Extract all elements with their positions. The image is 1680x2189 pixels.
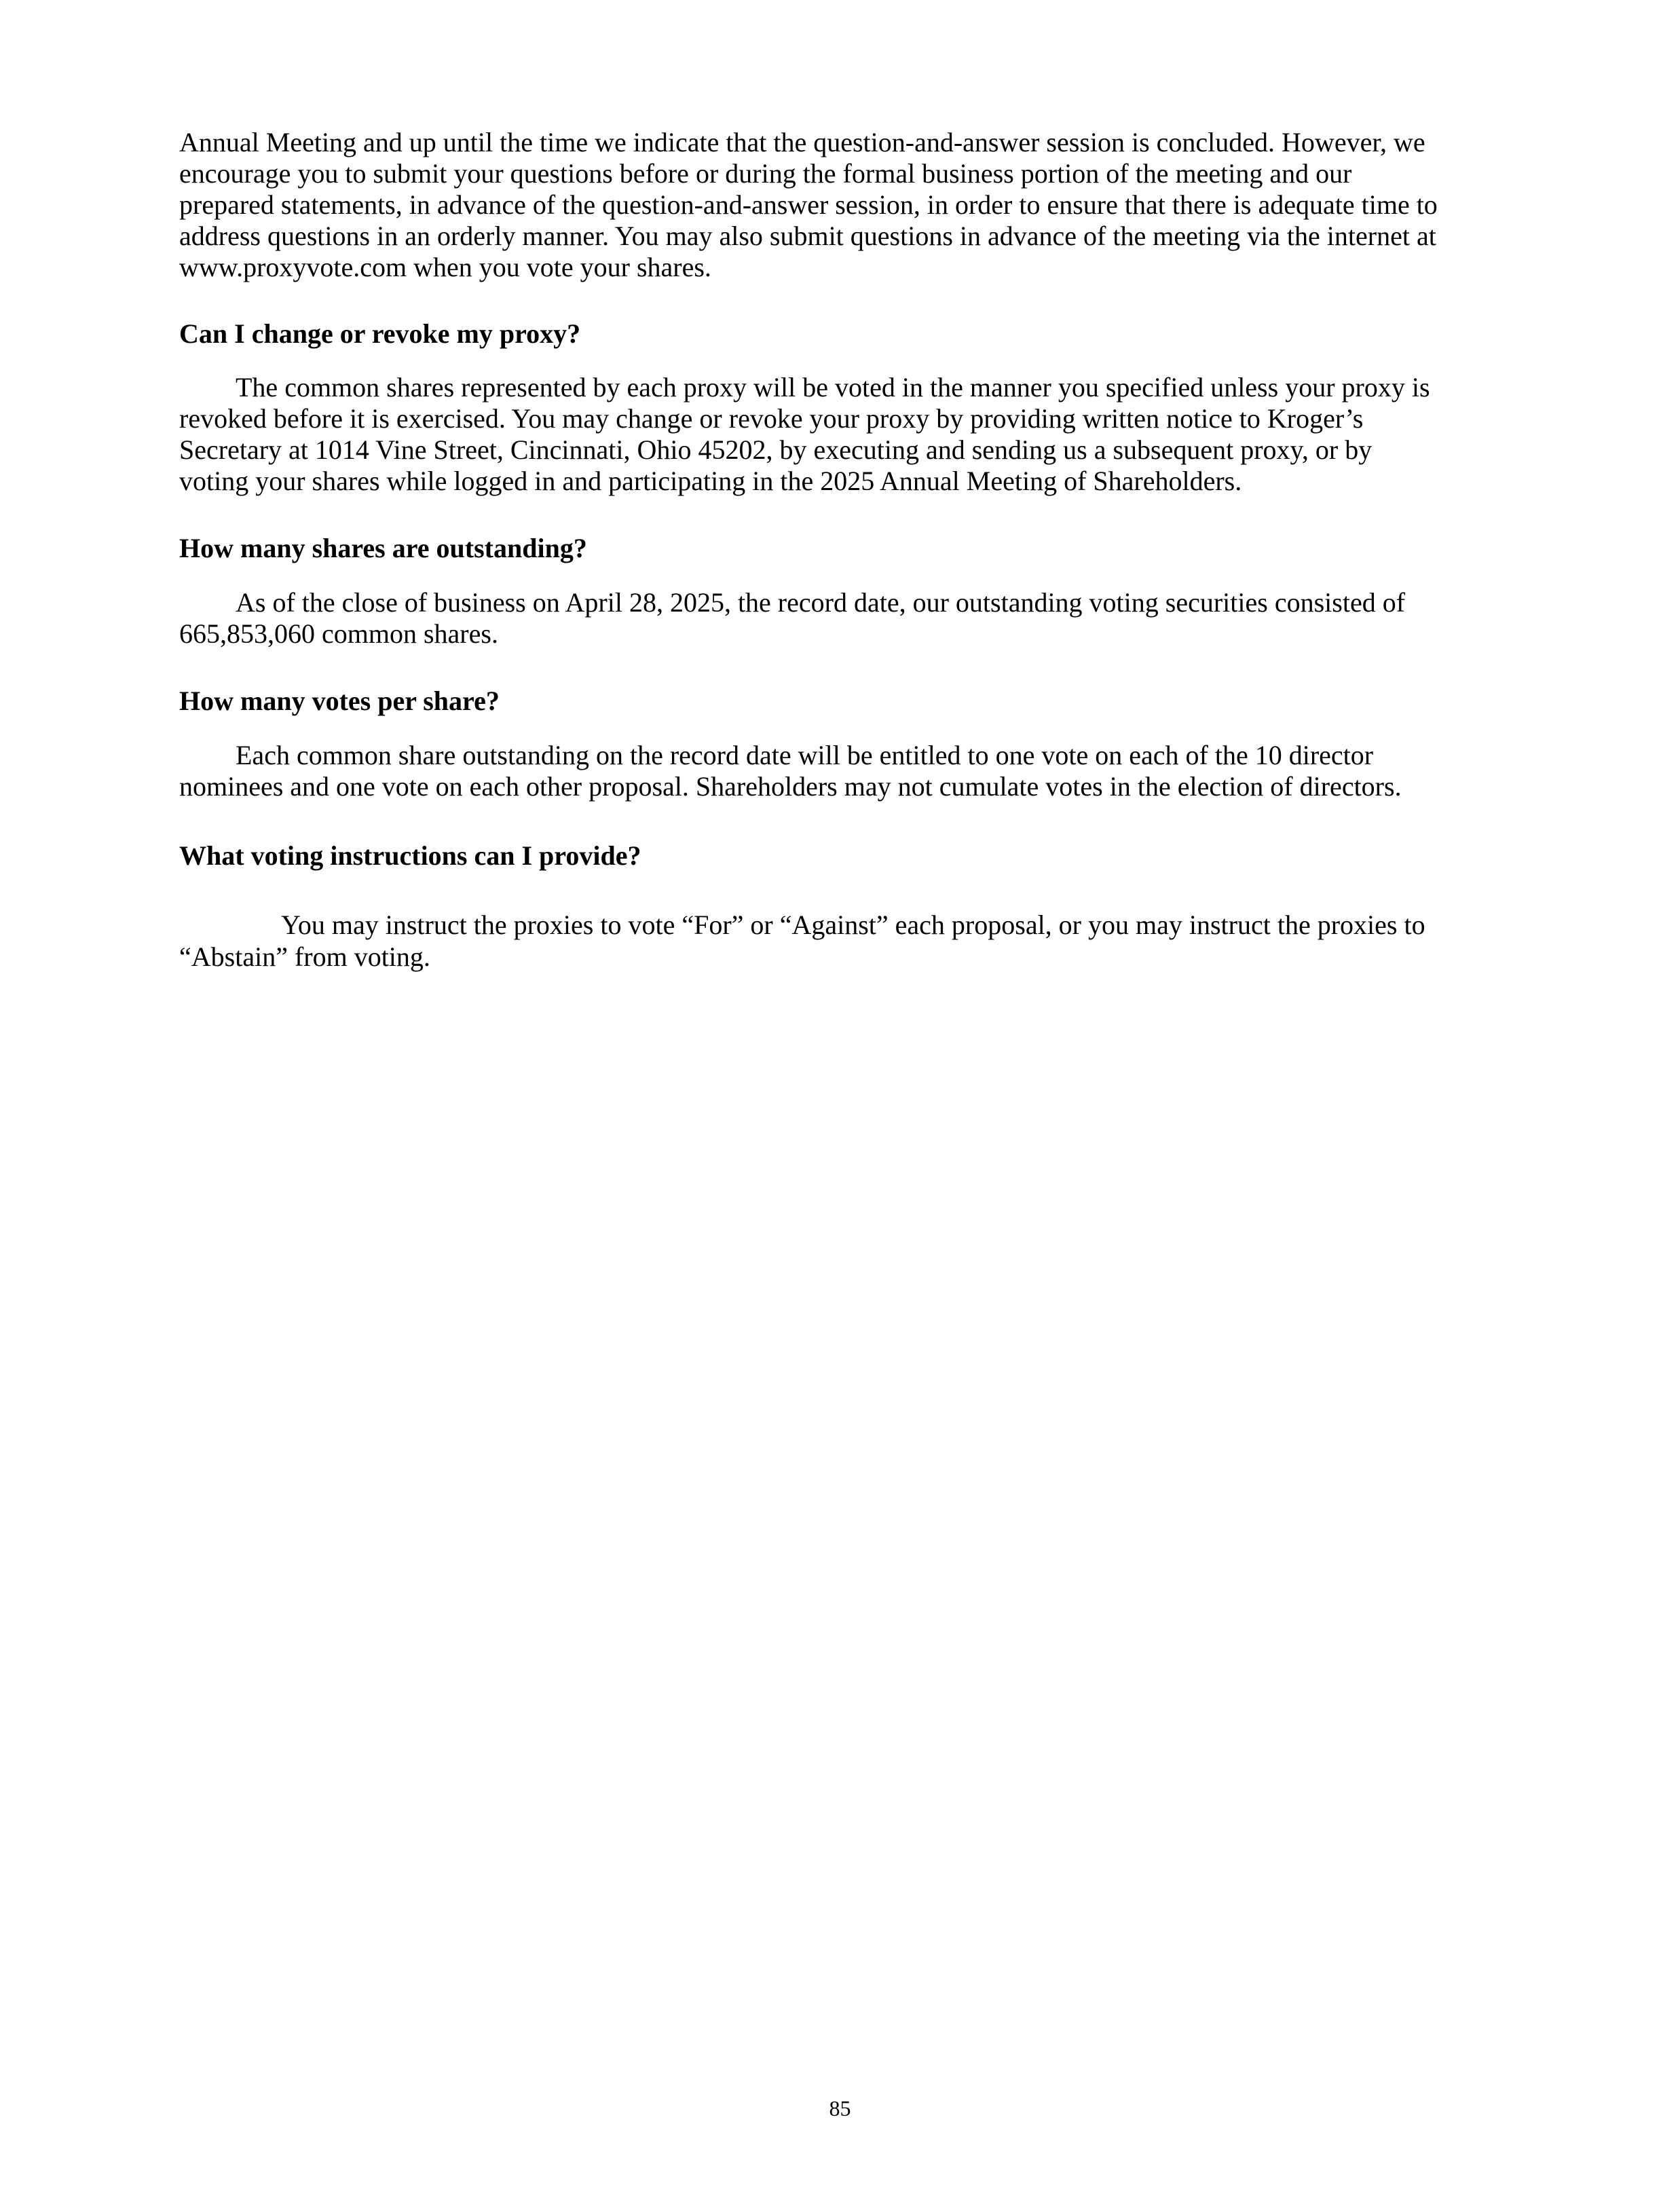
section-line: You may instruct the proxies to vote “For” or “Against” each proposal, or you may instruct the proxies to	[281, 910, 1425, 940]
intro-line-5: www.proxyvote.com when you vote your shares.	[179, 252, 711, 282]
section-heading: Can I change or revoke my proxy?	[179, 318, 581, 349]
section-line: 665,853,060 common shares.	[179, 618, 498, 649]
page-number: 85	[829, 2096, 851, 2120]
intro-line-1: Annual Meeting and up until the time we indicate that the question-and-answer session is concluded. However, we	[179, 127, 1425, 157]
intro-line-3: prepared statements, in advance of the question-and-answer session, in order to ensure that there is adequate time to	[179, 189, 1438, 220]
section-line: The common shares represented by each proxy will be voted in the manner you specified unless your proxy is	[236, 372, 1430, 403]
section-line: Secretary at 1014 Vine Street, Cincinnati, Ohio 45202, by executing and sending us a subsequent proxy, or by	[179, 434, 1373, 465]
intro-line-4: address questions in an orderly manner. You may also submit questions in advance of the meeting via the internet at	[179, 221, 1436, 251]
intro-line-2: encourage you to submit your questions before or during the formal business portion of the meeting and our	[179, 158, 1352, 189]
section-heading: What voting instructions can I provide?	[179, 840, 641, 871]
section-heading: How many shares are outstanding?	[179, 533, 587, 563]
section-line: Each common share outstanding on the record date will be entitled to one vote on each of the 10 director	[236, 740, 1374, 770]
section-line: voting your shares while logged in and participating in the 2025 Annual Meeting of Shareholders.	[179, 466, 1242, 496]
section-line: nominees and one vote on each other proposal. Shareholders may not cumulate votes in the election of directors.	[179, 771, 1402, 802]
section-line: As of the close of business on April 28, 2025, the record date, our outstanding voting securities consisted of	[236, 587, 1406, 618]
section-heading: How many votes per share?	[179, 686, 500, 716]
section-line: “Abstain” from voting.	[179, 941, 430, 972]
section-line: revoked before it is exercised. You may change or revoke your proxy by providing written notice to Kroger’s	[179, 403, 1364, 434]
